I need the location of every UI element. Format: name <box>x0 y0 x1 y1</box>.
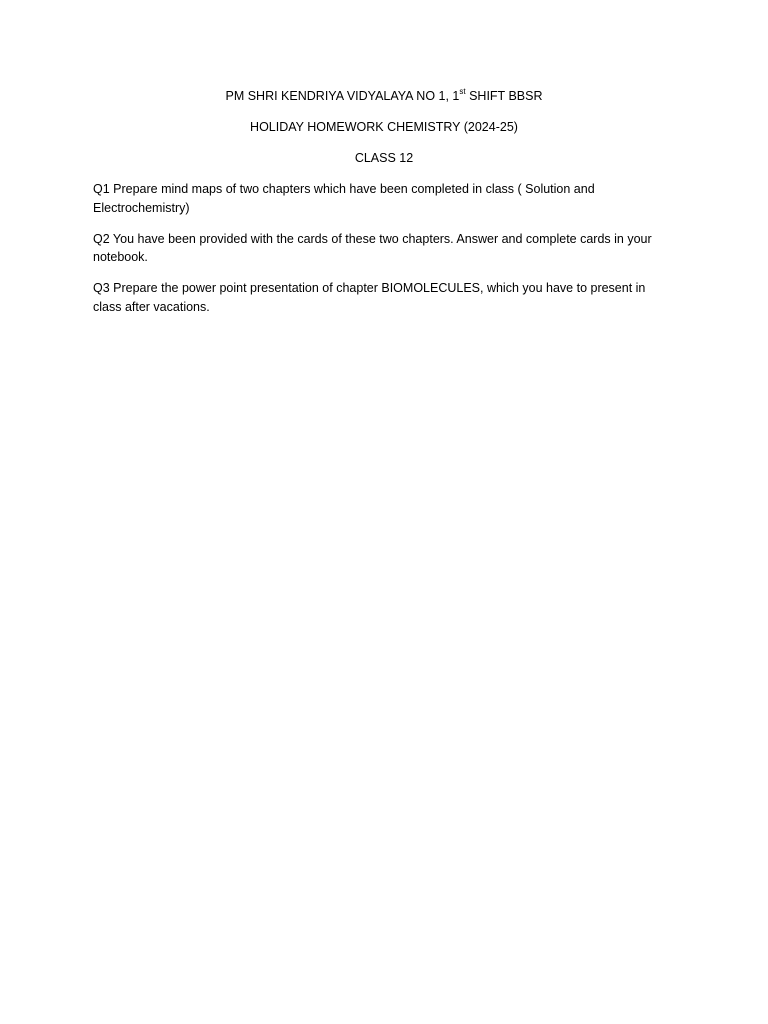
class-label: CLASS 12 <box>354 151 414 165</box>
school-name <box>93 87 675 105</box>
document-content <box>93 87 675 329</box>
school-name-part1: PM SHRI KENDRIYA VIDYALAYA NO 1, 1 <box>225 89 460 103</box>
question-3: Q3 Prepare the power point presentation of chapter BIOMOLECULES, which you have to present in class after vacations. <box>93 281 646 314</box>
homework-title: HOLIDAY HOMEWORK CHEMISTRY (2024-25) <box>250 120 518 134</box>
question-2: Q2 You have been provided with the cards of these two chapters. Answer and complete cards in your notebook. <box>93 231 652 264</box>
question-1: Q1 Prepare mind maps of two chapters which have been completed in class ( Solution and Electrochemistry) <box>93 182 595 215</box>
school-name-superscript: st <box>459 86 466 96</box>
school-name-part2: SHIFT BBSR <box>465 89 543 103</box>
